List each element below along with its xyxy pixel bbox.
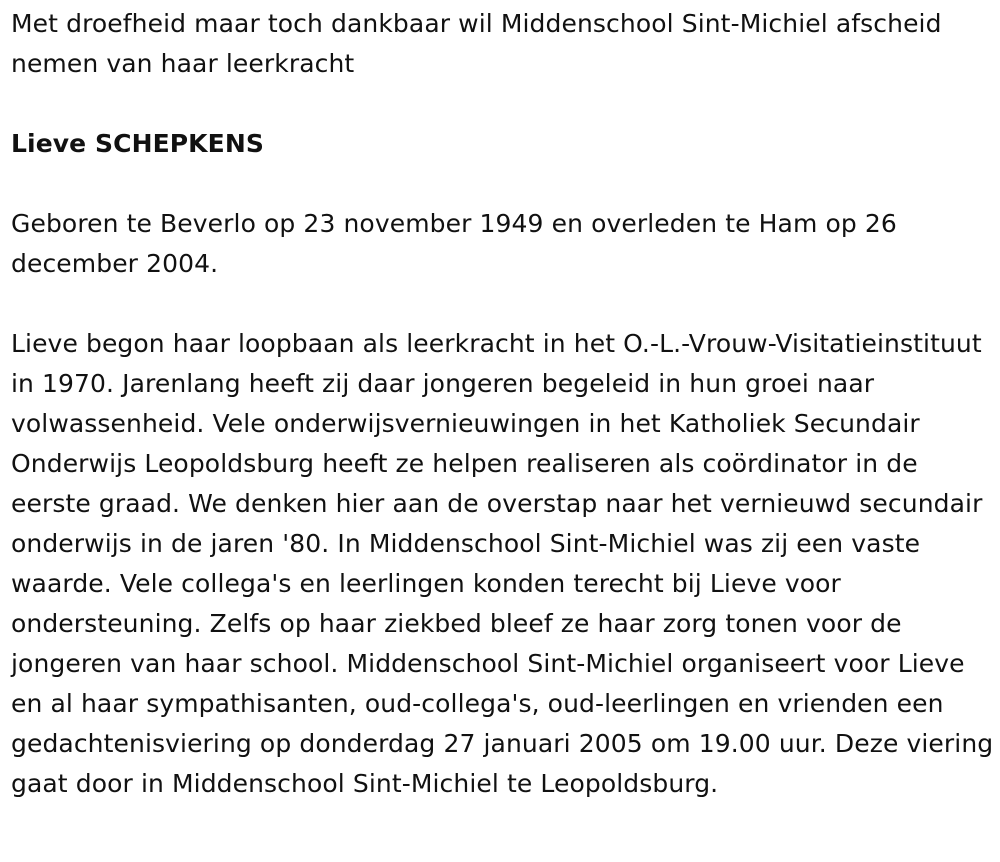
deceased-name: Lieve SCHEPKENS	[11, 129, 264, 158]
dates-paragraph: Geboren te Beverlo op 23 november 1949 en overleden te Ham op 26 december 2004.	[11, 209, 897, 278]
obituary-document	[11, 4, 996, 844]
biography-paragraph: Lieve begon haar loopbaan als leerkracht in het O.-L.-Vrouw-Visitatieinstituut in 1970. Jarenlang heeft zij daar jongeren begeleid in hun groei naar volwassenheid. Vele onderwijsvernieuwingen in het Katholiek Secundair Onderwijs Leopoldsburg heeft ze helpen realiseren als coördinator in de eerste graad. We denken hier aan de overstap naar het vernieuwd secundair onderwijs in de jaren '80. In Middenschool Sint-Michiel was zij een vaste waarde. Vele collega's en leerlingen konden terecht bij Lieve voor ondersteuning. Zelfs op haar ziekbed bleef ze haar zorg tonen voor de jongeren van haar school. Middenschool Sint-Michiel organiseert voor Lieve en al haar sympathisanten, oud-collega's, oud-leerlingen en vrienden een gedachtenisviering op donderdag 27 januari 2005 om 19.00 uur. Deze viering gaat door in Middenschool Sint-Michiel te Leopoldsburg.	[11, 329, 994, 798]
intro-paragraph: Met droefheid maar toch dankbaar wil Middenschool Sint-Michiel afscheid nemen van haar leerkracht	[11, 9, 942, 78]
